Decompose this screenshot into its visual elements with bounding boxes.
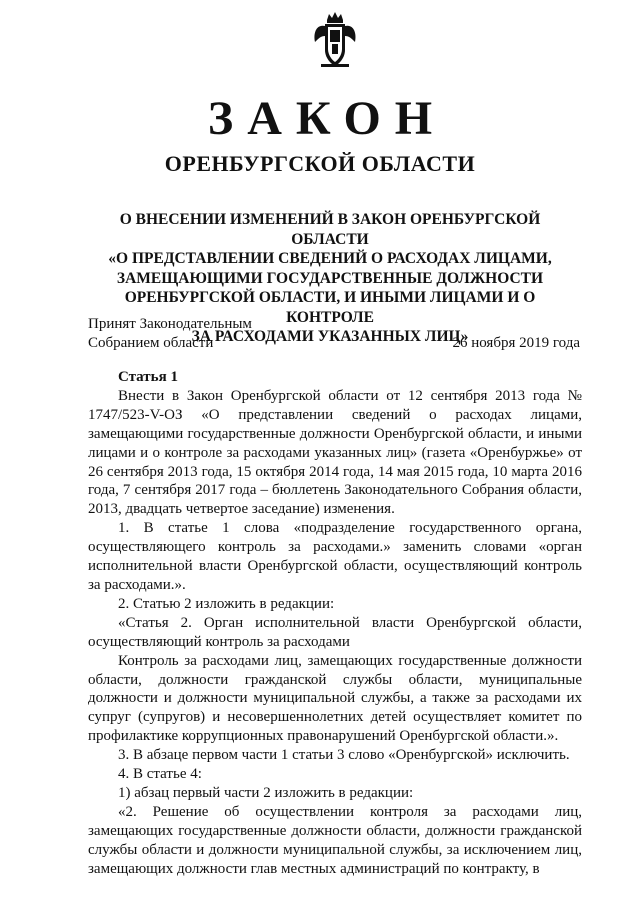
adoption-line: Собранием области xyxy=(88,335,214,351)
adoption-date: 26 ноября 2019 года xyxy=(452,335,580,351)
law-body xyxy=(88,368,582,878)
subject-line: ЗАМЕЩАЮЩИМИ ГОСУДАРСТВЕННЫЕ ДОЛЖНОСТИ xyxy=(116,269,544,287)
coat-of-arms-icon xyxy=(305,10,365,70)
subject-line: «О ПРЕДСТАВЛЕНИИ СВЕДЕНИЙ О РАСХОДАХ ЛИЦАМИ, xyxy=(108,250,552,267)
subject-line: ЗА РАСХОДАМИ УКАЗАННЫХ ЛИЦ» xyxy=(191,328,469,345)
paragraph: 4. В статье 4: xyxy=(118,766,202,783)
paragraph: 3. В абзаце первом части 1 статьи 3 слово «Оренбургской» исключить. xyxy=(118,747,570,764)
adoption-note xyxy=(88,315,252,353)
paragraph: «Статья 2. Орган исполнительной власти Оренбургской области, осуществляющий контроль за расходами xyxy=(88,614,582,650)
adoption-line: Принят Законодательным xyxy=(88,316,252,332)
paragraph: «2. Решение об осуществлении контроля за расходами лиц, замещающих государственные должности области, должности гражданской службы области и должности муниципальной службы, за исключением лиц, замещающих должности глав местных администраций по контракту, в xyxy=(88,803,582,877)
paragraph: Внести в Закон Оренбургской области от 12 сентября 2013 года № 1747/523-V-ОЗ «О представлении сведений о расходах лицами, замещающими государственные должности Оренбургской области, и иными лицами и о контроле за расходами указанных лиц» (газета «Оренбуржье» от 26 сентября 2013 года, 15 октября 2014 года, 14 мая 2015 года, 10 марта 2016 года, 7 сентября 2017 года – бюллетень Законодательного Собрания области, 2013, двадцать четвертое заседание) изменения. xyxy=(88,387,582,518)
law-title: ЗАКОН xyxy=(207,92,447,145)
paragraph: 1) абзац первый части 2 изложить в редакции: xyxy=(118,784,414,801)
subject-line: ОРЕНБУРГСКОЙ ОБЛАСТИ, И ИНЫМИ ЛИЦАМИ И О КОНТРОЛЕ xyxy=(124,289,536,326)
paragraph: 1. В статье 1 слова «подразделение государственного органа, осуществляющего контроль за расходами.» заменить словами «орган исполнительной власти Оренбургской области, осуществляющий контроль за расходами.». xyxy=(88,520,582,593)
article-heading: Статья 1 xyxy=(118,369,178,385)
subject-line: О ВНЕСЕНИИ ИЗМЕНЕНИЙ В ЗАКОН ОРЕНБУРГСКОЙ ОБЛАСТИ xyxy=(119,211,541,248)
region-title: ОРЕНБУРГСКОЙ ОБЛАСТИ xyxy=(164,151,476,176)
paragraph: 2. Статью 2 изложить в редакции: xyxy=(118,595,335,612)
paragraph: Контроль за расходами лиц, замещающих государственные должности области, должности гражданской службы области, муниципальные должности и должности муниципальной службы, а также за расходами их супруг (супругов) и несовершеннолетних детей осуществляет комитет по профилактике коррупционных правонарушений Оренбургской области.». xyxy=(88,652,582,745)
